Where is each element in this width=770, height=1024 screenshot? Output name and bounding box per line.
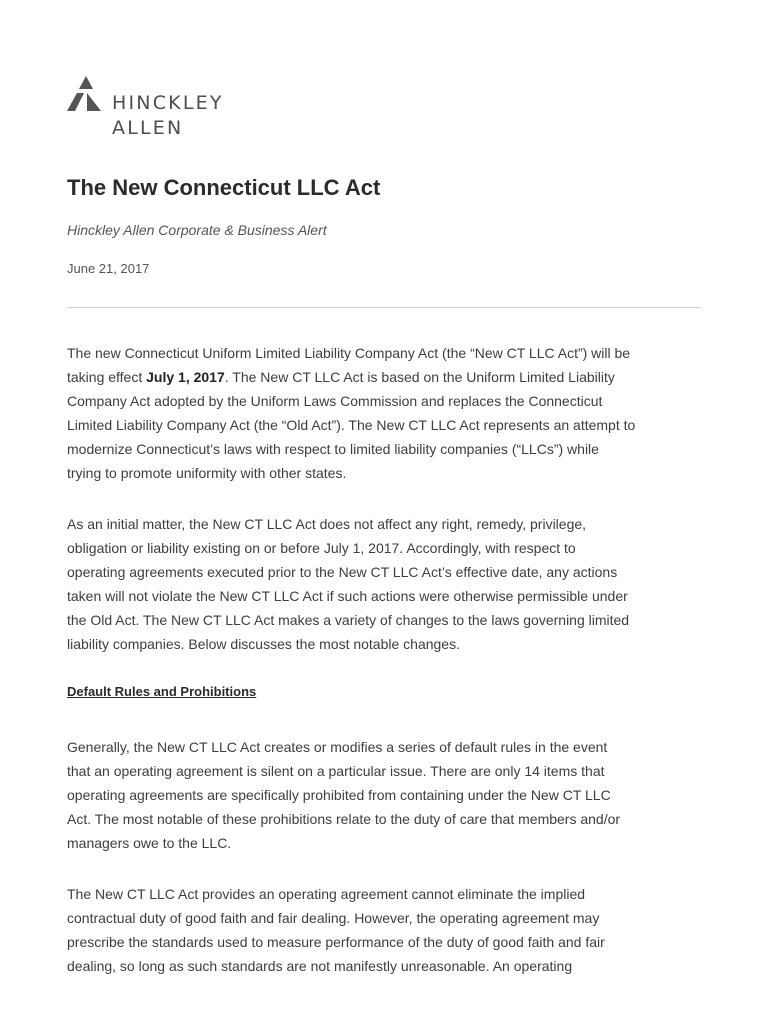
paragraph-line: Generally, the New CT LLC Act creates or modifies a series of default rules in the event	[67, 739, 608, 755]
logo-text-hinckley: HINCKLEY	[112, 92, 224, 114]
paragraph-line: that an operating agreement is silent on a particular issue. There are only 14 items that	[67, 763, 605, 779]
paragraph-line: Company Act adopted by the Uniform Laws Commission and replaces the Connecticut	[67, 393, 603, 409]
paragraph-line: Limited Liability Company Act (the “Old Act”). The New CT LLC Act represents an attempt to	[67, 417, 636, 433]
paragraph-line: liability companies. Below discusses the most notable changes.	[67, 636, 460, 652]
paragraph-line: obligation or liability existing on or before July 1, 2017. Accordingly, with respect to	[67, 540, 576, 556]
paragraph-line: operating agreements are specifically prohibited from containing under the New CT LLC	[67, 787, 611, 803]
paragraph-intro	[67, 341, 707, 485]
paragraph-line: trying to promote uniformity with other states.	[67, 465, 347, 481]
effective-date-bold: July 1, 2017	[146, 369, 225, 385]
paragraph-good-faith	[67, 882, 707, 978]
paragraph-line: modernize Connecticut’s laws with respect to limited liability companies (“LLCs”) while	[67, 441, 599, 457]
paragraph-line: The new Connecticut Uniform Limited Liability Company Act (the “New CT LLC Act”) will be	[67, 345, 631, 361]
paragraph-line: dealing, so long as such standards are not manifestly unreasonable. An operating	[67, 958, 573, 974]
paragraph-default-rules	[67, 735, 707, 855]
publication-date: June 21, 2017	[67, 261, 150, 276]
divider	[67, 307, 701, 308]
paragraph-line: Act. The most notable of these prohibitions relate to the duty of care that members and/or	[67, 811, 621, 827]
text-run: . The New CT LLC Act is based on the Uniform Limited Liability	[224, 369, 615, 385]
section-heading-default-rules: Default Rules and Prohibitions	[67, 684, 257, 699]
paragraph-line: As an initial matter, the New CT LLC Act does not affect any right, remedy, privilege,	[67, 516, 587, 532]
triangle-logo-icon	[66, 76, 104, 112]
text-run: taking effect	[67, 369, 147, 385]
paragraph-line: operating agreements executed prior to the New CT LLC Act’s effective date, any actions	[67, 564, 618, 580]
document-subtitle: Hinckley Allen Corporate & Business Alert	[67, 222, 327, 238]
paragraph-initial-matter	[67, 512, 707, 656]
paragraph-line: The New CT LLC Act provides an operating agreement cannot eliminate the implied	[67, 886, 586, 902]
document-title: The New Connecticut LLC Act	[67, 175, 381, 200]
logo-text-allen: ALLEN	[112, 117, 184, 139]
paragraph-line: contractual duty of good faith and fair dealing. However, the operating agreement may	[67, 910, 600, 926]
paragraph-line: prescribe the standards used to measure performance of the duty of good faith and fair	[67, 934, 605, 950]
paragraph-line: the Old Act. The New CT LLC Act makes a variety of changes to the laws governing limited	[67, 612, 630, 628]
paragraph-line: managers owe to the LLC.	[67, 835, 232, 851]
paragraph-line	[67, 365, 707, 389]
paragraph-line: taken will not violate the New CT LLC Act if such actions were otherwise permissible under	[67, 588, 628, 604]
hinckley-allen-logo	[66, 76, 266, 140]
